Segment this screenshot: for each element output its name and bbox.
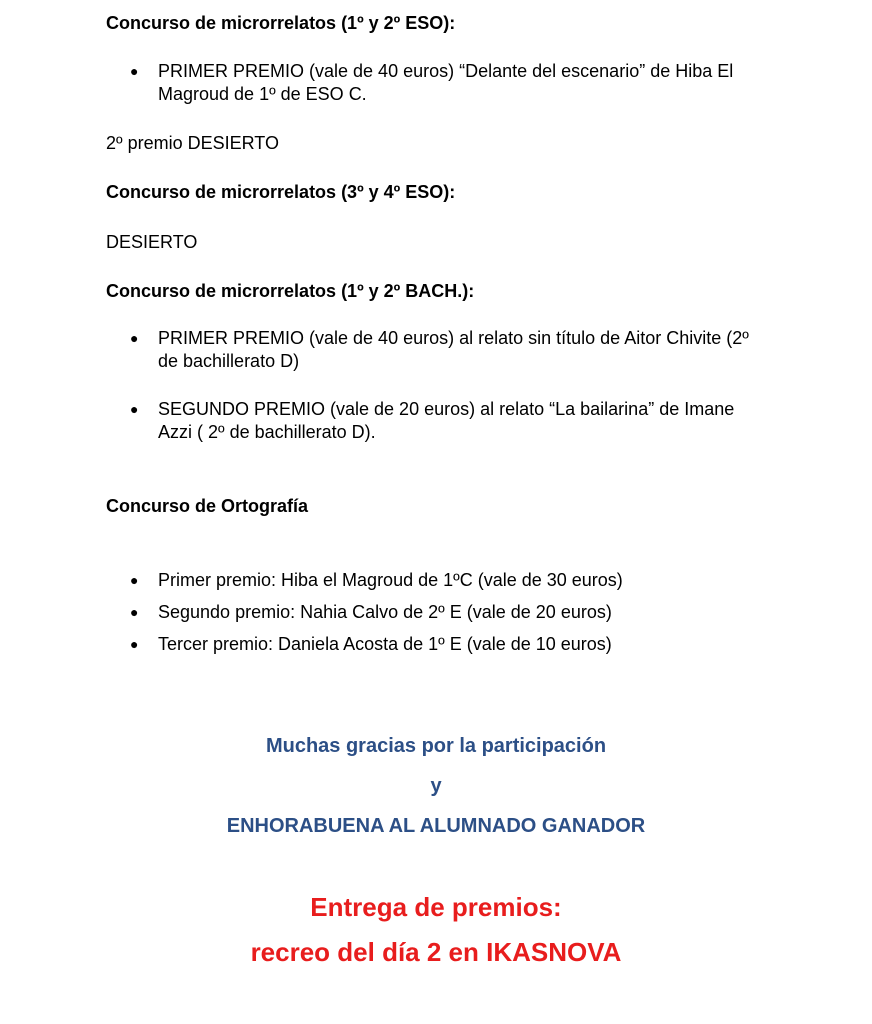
section-heading-micro-bach: Concurso de microrrelatos (1º y 2º BACH.): [106,281,475,301]
bullet-icon: ● [130,330,139,346]
list-item [130,569,770,601]
award-text: Tercer premio: Daniela Acosta de 1º E (vale de 10 euros) [158,634,612,654]
award-list-ortografia [130,569,770,665]
delivery-title: Entrega de premios: [310,892,562,922]
bullet-icon: ● [130,604,139,620]
list-item [130,601,770,633]
list-item [130,633,770,665]
list-item [130,327,770,373]
bullet-icon: ● [130,401,139,417]
deserted-note: DESIERTO [106,232,198,252]
award-text: SEGUNDO PREMIO (vale de 20 euros) al relato “La bailarina” de Imane Azzi ( 2º de bachillerato D). [158,399,735,442]
award-list-micro-bach-second [130,398,770,444]
congratulations-message: ENHORABUENA AL ALUMNADO GANADOR [226,815,646,837]
bullet-icon: ● [130,636,139,652]
list-item [130,60,770,106]
award-text: PRIMER PREMIO (vale de 40 euros) al relato sin título de Aitor Chivite (2º de bachillerato D) [158,328,749,371]
award-text: Segundo premio: Nahia Calvo de 2º E (vale de 20 euros) [158,602,612,622]
bullet-icon: ● [130,572,139,588]
award-list-micro-1-2-eso [130,60,770,106]
delivery-detail: recreo del día 2 en IKASNOVA [250,937,622,967]
list-item [130,398,770,444]
second-prize-note: 2º premio DESIERTO [106,133,279,153]
section-heading-micro-1-2-eso: Concurso de microrrelatos (1º y 2º ESO): [106,13,456,33]
award-text: PRIMER PREMIO (vale de 40 euros) “Delante del escenario” de Hiba El Magroud de 1º de ESO C. [158,61,734,104]
thanks-message: Muchas gracias por la participación [265,735,607,757]
section-heading-ortografia: Concurso de Ortografía [106,496,309,516]
conjunction-text: y [430,775,442,797]
award-text: Primer premio: Hiba el Magroud de 1ºC (vale de 30 euros) [158,570,623,590]
bullet-icon: ● [130,63,139,79]
award-list-micro-bach [130,327,770,373]
section-heading-micro-3-4-eso: Concurso de microrrelatos (3º y 4º ESO): [106,182,456,202]
